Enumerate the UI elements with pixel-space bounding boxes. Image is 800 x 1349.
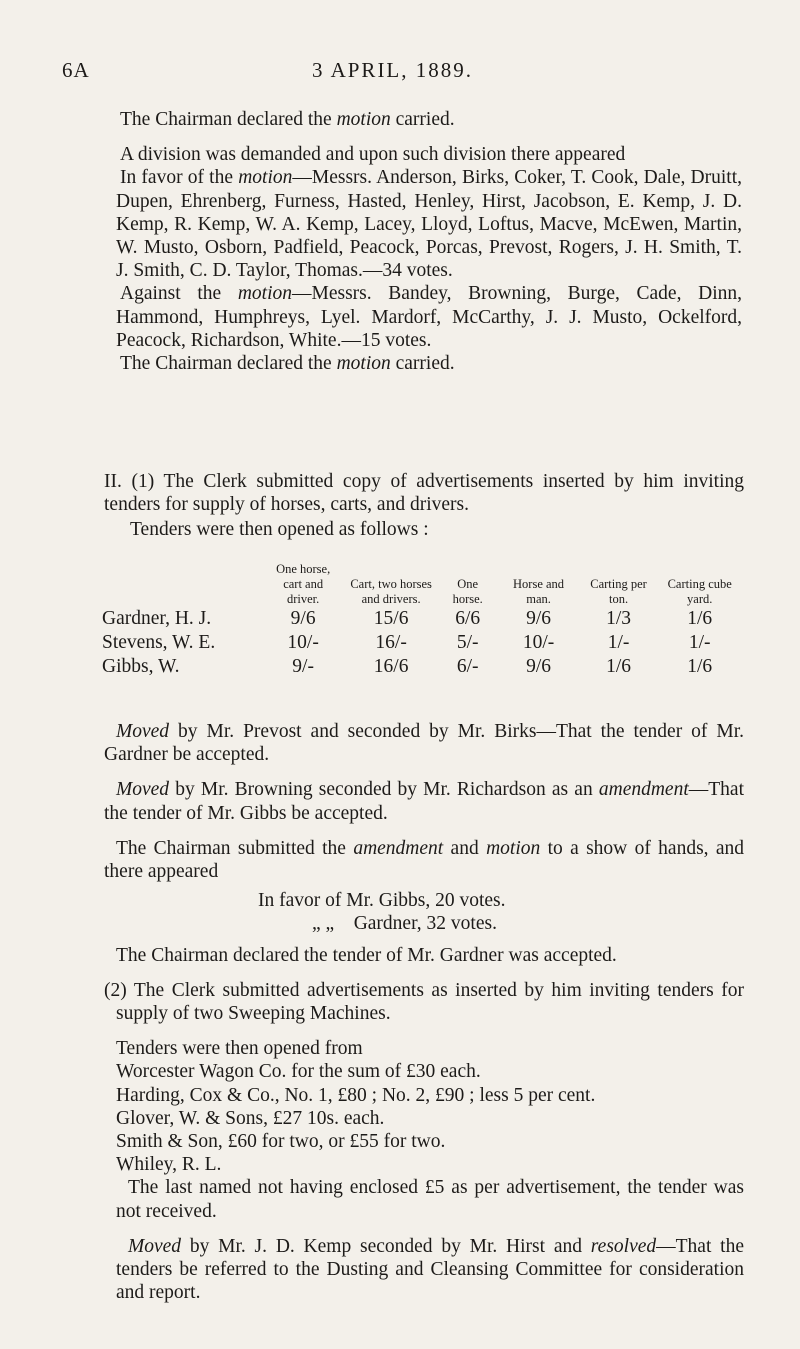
paragraph-tenders-opened: Tenders were then opened as follows : <box>130 519 429 541</box>
vote-gardner: „ „ Gardner, 32 votes. <box>312 913 497 935</box>
tender-line: Worcester Wagon Co. for the sum of £30 each. <box>116 1061 481 1083</box>
col-header-carting-ton: Carting per ton. <box>590 577 647 606</box>
vote-gibbs: In favor of Mr. Gibbs, 20 votes. <box>258 890 506 912</box>
paragraph-against: Against the motion—Messrs. Bandey, Browning, Burge, Cade, Dinn, Hammond, Humphreys, Lyel. Mardorf, McCarthy, J. J. Musto, Ockelford, Peacock, Richardson, White.—15 votes. <box>116 283 742 351</box>
paragraph-division: A division was demanded and upon such division there appeared <box>120 144 626 166</box>
col-header-cart-two-horses: Cart, two horses and drivers. <box>350 577 432 606</box>
table-row: Gardner, H. J. 9/6 15/6 6/6 9/6 1/3 1/6 <box>102 608 713 629</box>
table-row: Gibbs, W. 9/- 16/6 6/- 9/6 1/6 1/6 <box>102 656 713 677</box>
col-header-horse-and-man: Horse and man. <box>513 577 565 606</box>
minutes-body <box>116 108 742 375</box>
paragraph-sweeping-machines: (2) The Clerk submitted advertisements as inserted by him inviting tenders for supply of two Sweeping Machines. <box>104 979 744 1025</box>
tender-line: Harding, Cox & Co., No. 1, £80 ; No. 2, £90 ; less 5 per cent. <box>116 1084 596 1106</box>
paragraph-tenders-from: Tenders were then opened from <box>116 1038 363 1060</box>
table-row: Stevens, W. E. 10/- 16/- 5/- 10/- 1/- 1/- <box>102 632 711 653</box>
tender-line: Smith & Son, £60 for two, or £55 for two. <box>116 1131 446 1153</box>
paragraph-moved-kemp: Moved by Mr. J. D. Kemp seconded by Mr. Hirst and resolved—That the tenders be referred to the Dusting and Cleansing Committee for consideration and report. <box>116 1235 744 1304</box>
paragraph-motion-carried: The Chairman declared the motion carried. <box>120 109 455 130</box>
tender-line: Glover, W. & Sons, £27 10s. each. <box>116 1107 385 1129</box>
paragraph-clerk-horses: II. (1) The Clerk submitted copy of advertisements inserted by him inviting tenders for supply of horses, carts, and drivers. <box>104 471 744 516</box>
tenders-table <box>102 562 742 679</box>
resolutions <box>104 720 744 1304</box>
page-date: 3 APRIL, 1889. <box>312 58 474 82</box>
paragraph-gardner-accepted: The Chairman declared the tender of Mr. Gardner was accepted. <box>116 944 617 966</box>
paragraph-in-favor: In favor of the motion—Messrs. Anderson, Birks, Coker, T. Cook, Dale, Druitt, Dupen, Ehrenberg, Furness, Hasted, Henley, Hirst, Jacobson, E. Kemp, J. D. Kemp, R. Kemp, W. A. Kemp, Lacey, Lloyd, Loftus, Macve, McEwen, Martin, W. Musto, Osborn, Padfield, Peacock, Porcas, Prevost, Rogers, J. H. Smith, T. J. Smith, C. D. Taylor, Thomas.—34 votes. <box>116 167 743 282</box>
col-header-one-horse-only: One horse. <box>452 577 483 606</box>
paragraph-motion-carried-2: The Chairman declared the motion carried. <box>120 353 455 375</box>
paragraph-moved-browning: Moved by Mr. Browning seconded by Mr. Richardson as an amendment—That the tender of Mr. Gibbs be accepted. <box>104 779 744 824</box>
page-number: 6A <box>62 58 90 82</box>
col-header-one-horse: One horse, cart and driver. <box>276 562 331 606</box>
section-ii <box>104 470 744 542</box>
tender-line: Whiley, R. L. <box>116 1154 222 1176</box>
paragraph-show-of-hands: The Chairman submitted the amendment and motion to a show of hands, and there appeared <box>104 837 745 883</box>
col-header-carting-yard: Carting cube yard. <box>667 577 732 606</box>
paragraph-not-received: The last named not having enclosed £5 as per advertisement, the tender was not received. <box>116 1177 744 1222</box>
paragraph-moved-prevost: Moved by Mr. Prevost and seconded by Mr. Birks—That the tender of Mr. Gardner be accepted. <box>104 721 744 766</box>
